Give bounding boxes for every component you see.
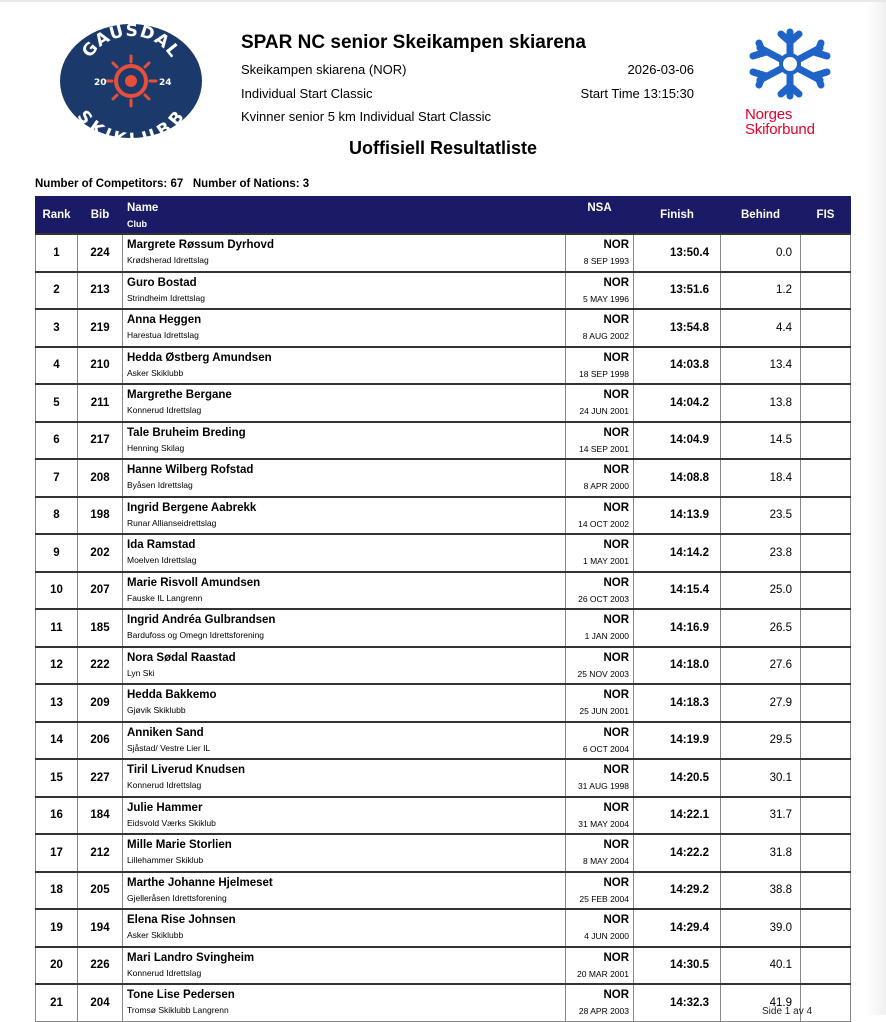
- cell-behind: 13.8: [721, 384, 801, 422]
- cell-fis: [801, 534, 851, 572]
- athlete-nation: NOR: [603, 726, 629, 739]
- athlete-birthdate: 28 APR 2003: [578, 1006, 629, 1016]
- cell-rank: 14: [36, 722, 78, 760]
- athlete-club: Konnerud Idrettslag: [127, 967, 202, 978]
- athlete-name: Anna Heggen: [127, 314, 202, 326]
- cell-behind: 14.5: [721, 422, 801, 460]
- cell-finish: 14:22.1: [634, 797, 721, 835]
- athlete-birthdate: 25 JUN 2001: [579, 706, 629, 716]
- athlete-name: Guro Bostad: [127, 276, 197, 289]
- cell-behind: 1.2: [721, 272, 801, 310]
- col-nsa: NSA: [566, 197, 634, 235]
- athlete-club: Gjelleråsen Idrettsforening: [127, 892, 227, 903]
- cell-behind: 38.8: [721, 872, 801, 910]
- athlete-name: Hedda Bakkemo: [127, 689, 217, 701]
- athlete-nation: NOR: [603, 801, 629, 814]
- page-footer: Side 1 av 4: [762, 1006, 813, 1017]
- athlete-birthdate: 8 APR 2000: [583, 481, 629, 491]
- cell-bib: 204: [78, 984, 123, 1021]
- athlete-club: Tromsø Skiklubb Langrenn: [127, 1005, 229, 1015]
- athlete-nation: NOR: [603, 276, 629, 289]
- athlete-nation: NOR: [603, 576, 629, 589]
- cell-finish: 14:18.3: [634, 684, 721, 722]
- cell-rank: 2: [36, 272, 78, 310]
- cell-bib: 206: [78, 722, 123, 760]
- athlete-nation: NOR: [603, 426, 629, 439]
- cell-rank: 9: [36, 534, 78, 572]
- cell-bib: 208: [78, 459, 123, 497]
- table-row: [36, 872, 851, 910]
- category: Kvinner senior 5 km Individual Start Classic: [241, 109, 491, 124]
- club-logo-top-text: GAUSDAL: [78, 22, 184, 62]
- cell-rank: 5: [36, 384, 78, 422]
- athlete-birthdate: 24 JUN 2001: [579, 406, 629, 416]
- athlete-birthdate: 5 MAY 1996: [583, 293, 629, 304]
- athlete-birthdate: 8 SEP 1993: [583, 256, 629, 266]
- cell-behind: 30.1: [721, 759, 801, 797]
- col-finish: Finish: [634, 197, 721, 235]
- athlete-nation: NOR: [603, 239, 629, 251]
- col-behind: Behind: [721, 197, 801, 235]
- cell-bib: 184: [78, 797, 123, 835]
- table-row: [36, 984, 851, 1021]
- table-row: [36, 422, 851, 460]
- table-row: [36, 647, 851, 685]
- athlete-birthdate: 26 OCT 2003: [578, 593, 629, 604]
- cell-fis: [801, 872, 851, 910]
- cell-rank: 7: [36, 459, 78, 497]
- athlete-club: Sjåstad/ Vestre Lier IL: [127, 742, 211, 753]
- cell-nsa: [566, 497, 634, 535]
- cell-finish: 14:04.9: [634, 422, 721, 460]
- cell-nsa: [566, 572, 634, 610]
- cell-bib: 209: [78, 684, 123, 722]
- col-bib: Bib: [78, 197, 123, 235]
- table-row: [36, 272, 851, 310]
- club-logo: [58, 22, 203, 140]
- cell-nsa: [566, 459, 634, 497]
- athlete-club: Eidsvold Værks Skiklub: [127, 817, 216, 828]
- club-logo-left-number: 20: [94, 78, 107, 88]
- cell-name-club: [123, 872, 566, 910]
- cell-name-club: [123, 497, 566, 535]
- cell-bib: 227: [78, 759, 123, 797]
- list-title: Uoffisiell Resultatliste: [348, 138, 538, 158]
- cell-rank: 19: [36, 909, 78, 947]
- cell-finish: 14:30.5: [634, 947, 721, 985]
- cell-name-club: [123, 759, 566, 797]
- club-logo-right-number: 24: [159, 78, 172, 88]
- athlete-name: Anniken Sand: [127, 726, 204, 739]
- cell-nsa: [566, 834, 634, 872]
- cell-nsa: [566, 347, 634, 385]
- athlete-birthdate: 4 JUN 2000: [584, 931, 629, 941]
- cell-fis: [801, 947, 851, 985]
- cell-rank: 16: [36, 797, 78, 835]
- athlete-name: Ida Ramstad: [127, 539, 196, 551]
- table-row: [36, 909, 851, 947]
- athlete-name: Mari Landro Svingheim: [127, 951, 255, 964]
- cell-finish: 14:20.5: [634, 759, 721, 797]
- cell-finish: 14:16.9: [634, 609, 721, 647]
- cell-fis: [801, 647, 851, 685]
- athlete-birthdate: 18 SEP 1998: [579, 368, 629, 379]
- cell-rank: 21: [36, 984, 78, 1021]
- cell-finish: 13:51.6: [634, 272, 721, 310]
- cell-bib: 202: [78, 534, 123, 572]
- cell-rank: 3: [36, 309, 78, 347]
- cell-behind: 26.5: [721, 609, 801, 647]
- cell-nsa: [566, 422, 634, 460]
- cell-finish: 14:04.2: [634, 384, 721, 422]
- cell-rank: 17: [36, 834, 78, 872]
- table-row: [36, 609, 851, 647]
- cell-finish: 14:19.9: [634, 722, 721, 760]
- athlete-birthdate: 31 MAY 2004: [578, 818, 629, 829]
- cell-name-club: [123, 647, 566, 685]
- cell-finish: 14:29.2: [634, 872, 721, 910]
- cell-fis: [801, 422, 851, 460]
- athlete-club: Konnerud Idrettslag: [127, 405, 202, 415]
- athlete-club: Harestua Idrettslag: [127, 330, 199, 340]
- table-row: [36, 309, 851, 347]
- athlete-name: Mille Marie Storlien: [127, 839, 232, 851]
- cell-behind: 13.4: [721, 347, 801, 385]
- athlete-nation: NOR: [603, 614, 629, 626]
- discipline: Individual Start Classic: [241, 86, 373, 101]
- cell-bib: 213: [78, 272, 123, 310]
- athlete-nation: NOR: [603, 314, 629, 326]
- table-row: [36, 497, 851, 535]
- athlete-club: Asker Skiklubb: [127, 367, 184, 378]
- cell-bib: 222: [78, 647, 123, 685]
- cell-fis: [801, 834, 851, 872]
- cell-behind: 25.0: [721, 572, 801, 610]
- federation-logo: [745, 24, 837, 144]
- cell-rank: 12: [36, 647, 78, 685]
- table-row: [36, 347, 851, 385]
- event-title: SPAR NC senior Skeikampen skiarena: [241, 32, 586, 53]
- athlete-nation: NOR: [603, 464, 629, 476]
- cell-fis: [801, 309, 851, 347]
- cell-name-club: [123, 684, 566, 722]
- athlete-name: Julie Hammer: [127, 801, 203, 814]
- cell-fis: [801, 759, 851, 797]
- athlete-club: Krødsherad Idrettslag: [127, 255, 209, 265]
- athlete-name: Ingrid Bergene Aabrekk: [127, 501, 257, 514]
- cell-fis: [801, 722, 851, 760]
- cell-name-club: [123, 272, 566, 310]
- cell-nsa: [566, 947, 634, 985]
- cell-bib: 217: [78, 422, 123, 460]
- athlete-name: Nora Sødal Raastad: [127, 651, 236, 664]
- athlete-birthdate: 6 OCT 2004: [582, 743, 629, 754]
- athlete-club: Lillehammer Skiklub: [127, 855, 204, 865]
- cell-fis: [801, 497, 851, 535]
- table-header-row: [36, 197, 851, 235]
- athlete-nation: NOR: [603, 351, 629, 364]
- cell-nsa: [566, 909, 634, 947]
- athlete-name: Tale Bruheim Breding: [127, 426, 246, 439]
- cell-nsa: [566, 684, 634, 722]
- athlete-club: Konnerud Idrettslag: [127, 780, 202, 790]
- cell-nsa: [566, 984, 634, 1021]
- cell-name-club: [123, 909, 566, 947]
- cell-name-club: [123, 722, 566, 760]
- athlete-nation: NOR: [603, 839, 629, 851]
- cell-name-club: [123, 459, 566, 497]
- athlete-birthdate: 14 SEP 2001: [579, 443, 629, 454]
- table-row: [36, 684, 851, 722]
- table-row: [36, 834, 851, 872]
- athlete-club: Runar Allianseidrettslag: [127, 517, 217, 528]
- athlete-nation: NOR: [603, 539, 629, 551]
- athlete-name: Tiril Liverud Knudsen: [127, 764, 245, 776]
- results-table: [35, 196, 851, 1022]
- athlete-name: Ingrid Andréa Gulbrandsen: [127, 614, 276, 626]
- athlete-name: Marie Risvoll Amundsen: [127, 576, 261, 589]
- venue: Skeikampen skiarena (NOR): [241, 62, 407, 77]
- cell-finish: 14:08.8: [634, 459, 721, 497]
- cell-name-club: [123, 947, 566, 985]
- cell-nsa: [566, 534, 634, 572]
- cell-fis: [801, 272, 851, 310]
- cell-behind: 23.5: [721, 497, 801, 535]
- page-top-edge: [0, 0, 886, 2]
- cell-rank: 20: [36, 947, 78, 985]
- athlete-birthdate: 20 MAR 2001: [577, 968, 629, 979]
- cell-bib: 224: [78, 234, 123, 272]
- cell-name-club: [123, 609, 566, 647]
- athlete-nation: NOR: [603, 914, 629, 926]
- cell-fis: [801, 797, 851, 835]
- page-edge-shadow: [866, 0, 886, 1015]
- cell-behind: 29.5: [721, 722, 801, 760]
- cell-nsa: [566, 384, 634, 422]
- venue-row: [241, 62, 694, 77]
- cell-bib: 212: [78, 834, 123, 872]
- athlete-club: Byåsen Idrettslag: [127, 480, 193, 490]
- start-time: Start Time 13:15:30: [580, 86, 694, 101]
- athlete-name: Elena Rise Johnsen: [127, 914, 236, 926]
- cell-behind: 23.8: [721, 534, 801, 572]
- athlete-nation: NOR: [603, 989, 629, 1001]
- athlete-nation: NOR: [603, 501, 629, 514]
- cell-nsa: [566, 759, 634, 797]
- athlete-birthdate: 25 FEB 2004: [579, 893, 629, 904]
- cell-fis: [801, 909, 851, 947]
- cell-rank: 1: [36, 234, 78, 272]
- cell-behind: 0.0: [721, 234, 801, 272]
- cell-fis: [801, 609, 851, 647]
- cell-nsa: [566, 722, 634, 760]
- cell-nsa: [566, 234, 634, 272]
- cell-rank: 10: [36, 572, 78, 610]
- athlete-birthdate: 31 AUG 1998: [577, 781, 629, 791]
- cell-nsa: [566, 272, 634, 310]
- athlete-name: Margrete Røssum Dyrhovd: [127, 239, 274, 251]
- cell-behind: 40.1: [721, 947, 801, 985]
- cell-rank: 6: [36, 422, 78, 460]
- athlete-name: Margrethe Bergane: [127, 389, 232, 401]
- table-row: [36, 722, 851, 760]
- cell-name-club: [123, 422, 566, 460]
- cell-behind: 31.8: [721, 834, 801, 872]
- cell-name-club: [123, 309, 566, 347]
- athlete-birthdate: 8 MAY 2004: [583, 856, 629, 866]
- cell-rank: 8: [36, 497, 78, 535]
- cell-nsa: [566, 309, 634, 347]
- cell-behind: 27.6: [721, 647, 801, 685]
- cell-bib: 207: [78, 572, 123, 610]
- cell-nsa: [566, 609, 634, 647]
- club-logo-graphic: [58, 22, 203, 140]
- athlete-nation: NOR: [603, 876, 629, 889]
- cell-rank: 4: [36, 347, 78, 385]
- cell-name-club: [123, 834, 566, 872]
- event-date: 2026-03-06: [627, 62, 694, 77]
- athlete-club: Strindheim Idrettslag: [127, 292, 205, 303]
- table-row: [36, 534, 851, 572]
- athlete-birthdate: 25 NOV 2003: [577, 668, 629, 679]
- snowflake-icon: [745, 24, 835, 104]
- cell-finish: 14:22.2: [634, 834, 721, 872]
- cell-nsa: [566, 872, 634, 910]
- cell-name-club: [123, 347, 566, 385]
- cell-bib: 210: [78, 347, 123, 385]
- athlete-name: Hanne Wilberg Rofstad: [127, 464, 254, 476]
- table-row: [36, 797, 851, 835]
- table-row: [36, 947, 851, 985]
- athlete-club: Gjøvik Skiklubb: [127, 705, 186, 715]
- col-fis: FIS: [801, 197, 851, 235]
- athlete-nation: NOR: [603, 951, 629, 964]
- cell-fis: [801, 572, 851, 610]
- cell-finish: 14:18.0: [634, 647, 721, 685]
- cell-fis: [801, 384, 851, 422]
- cell-behind: 27.9: [721, 684, 801, 722]
- cell-fis: [801, 347, 851, 385]
- cell-rank: 11: [36, 609, 78, 647]
- cell-fis: [801, 234, 851, 272]
- cell-name-club: [123, 572, 566, 610]
- athlete-birthdate: 1 MAY 2001: [583, 556, 629, 566]
- athlete-club: Asker Skiklubb: [127, 930, 184, 940]
- cell-bib: 211: [78, 384, 123, 422]
- athlete-nation: NOR: [603, 689, 629, 701]
- cell-finish: 14:32.3: [634, 984, 721, 1021]
- cell-finish: 13:54.8: [634, 309, 721, 347]
- cell-fis: [801, 684, 851, 722]
- cell-nsa: [566, 797, 634, 835]
- athlete-nation: NOR: [603, 651, 629, 664]
- cell-finish: 14:13.9: [634, 497, 721, 535]
- table-row: [36, 572, 851, 610]
- cell-behind: 41.9: [721, 984, 801, 1021]
- cell-bib: 185: [78, 609, 123, 647]
- cell-nsa: [566, 647, 634, 685]
- cell-bib: 219: [78, 309, 123, 347]
- federation-name: Norges Skiforbund: [745, 106, 815, 138]
- col-name-club: Name Club: [123, 197, 566, 235]
- athlete-birthdate: 1 JAN 2000: [584, 631, 629, 641]
- cell-finish: 14:29.4: [634, 909, 721, 947]
- athlete-club: Lyn Ski: [127, 667, 155, 678]
- cell-finish: 13:50.4: [634, 234, 721, 272]
- table-row: [36, 459, 851, 497]
- athlete-club: Fauske IL Langrenn: [127, 592, 203, 603]
- athlete-club: Moelven Idrettslag: [127, 555, 197, 565]
- cell-finish: 14:14.2: [634, 534, 721, 572]
- cell-behind: 4.4: [721, 309, 801, 347]
- cell-name-club: [123, 534, 566, 572]
- cell-name-club: [123, 984, 566, 1021]
- category-row: [241, 109, 694, 124]
- table-row: [36, 234, 851, 272]
- col-rank: Rank: [36, 197, 78, 235]
- athlete-nation: NOR: [603, 764, 629, 776]
- table-row: [36, 759, 851, 797]
- cell-bib: 205: [78, 872, 123, 910]
- cell-rank: 13: [36, 684, 78, 722]
- athlete-nation: NOR: [603, 389, 629, 401]
- athlete-name: Tone Lise Pedersen: [127, 989, 235, 1001]
- cell-finish: 14:15.4: [634, 572, 721, 610]
- cell-name-club: [123, 384, 566, 422]
- cell-name-club: [123, 797, 566, 835]
- cell-behind: 39.0: [721, 909, 801, 947]
- cell-bib: 226: [78, 947, 123, 985]
- cell-name-club: [123, 234, 566, 272]
- cell-finish: 14:03.8: [634, 347, 721, 385]
- club-logo-bottom-text: SKIKLUBB: [72, 106, 190, 140]
- athlete-club: Henning Skilag: [127, 442, 185, 453]
- cell-rank: 15: [36, 759, 78, 797]
- cell-behind: 18.4: [721, 459, 801, 497]
- competitor-count-line: Number of Competitors: 67 Number of Nations: 3: [35, 178, 310, 190]
- athlete-birthdate: 8 AUG 2002: [582, 331, 629, 341]
- athlete-club: Bardufoss og Omegn Idrettsforening: [127, 630, 265, 640]
- table-row: [36, 384, 851, 422]
- discipline-row: [241, 86, 694, 101]
- athlete-name: Marthe Johanne Hjelmeset: [127, 876, 273, 889]
- cell-bib: 194: [78, 909, 123, 947]
- cell-fis: [801, 459, 851, 497]
- athlete-name: Hedda Østberg Amundsen: [127, 351, 272, 364]
- cell-bib: 198: [78, 497, 123, 535]
- cell-rank: 18: [36, 872, 78, 910]
- cell-behind: 31.7: [721, 797, 801, 835]
- athlete-birthdate: 14 OCT 2002: [578, 518, 629, 529]
